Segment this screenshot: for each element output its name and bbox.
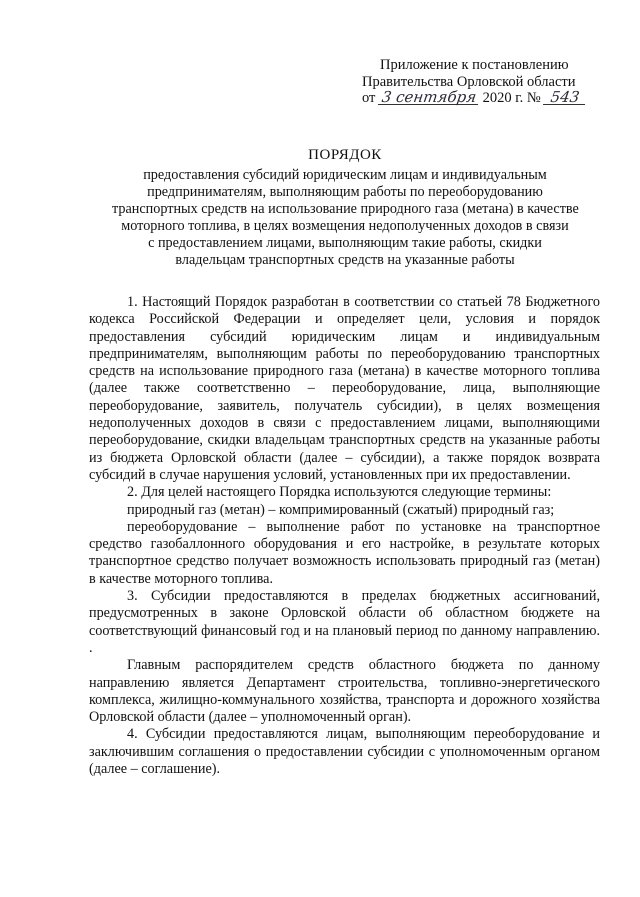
appendix-date-line <box>362 90 602 110</box>
subtitle-line: предпринимателям, выполняющим работы по переоборудованию <box>147 184 543 200</box>
date-prefix: от <box>362 90 376 106</box>
subtitle-line: моторного топлива, в целях возмещения недополученных доходов в связи <box>121 218 569 234</box>
appendix-line-2: Правительства Орловской области <box>362 73 576 90</box>
paragraph-1: 1. Настоящий Порядок разработан в соответствии со статьей 78 Бюджетного кодекса Российской Федерации и определяет цели, условия и порядок предоставления субсидий юридическим лицам и индивидуальным предпринимателям, выполняющим работы по переоборудованию транспортных средств на использование природного газа (метана) в качестве моторного топлива (далее также соответственно – переоборудование, лица, выполняющие переоборудование, заявитель, получатель субсидии), в целях возмещения недополученных доходов в связи с предоставлением лицами, выполняющими переоборудование, скидки владельцам транспортных средств на указанные работы из бюджета Орловской области (далее – субсидии), а также порядок возврата субсидий в случае нарушения условий, установленных при их предоставлении. <box>89 294 600 483</box>
appendix-line-1: Приложение к постановлению <box>380 57 569 73</box>
subtitle-line: предоставления субсидий юридическим лицам и индивидуальным <box>143 167 547 183</box>
paragraph-2: 2. Для целей настоящего Порядка используются следующие термины: <box>127 484 552 501</box>
subtitle-line: транспортных средств на использование природного газа (метана) в качестве <box>112 201 579 217</box>
handwritten-date: 3 сентября <box>378 90 480 105</box>
document-title: ПОРЯДОК <box>308 147 382 163</box>
document-body <box>89 294 600 778</box>
title-block <box>112 146 578 269</box>
paragraph-term-gas: природный газ (метан) – компримированный (сжатый) природный газ; <box>127 501 555 518</box>
subtitle-line: владельцам транспортных средств на указанные работы <box>175 252 515 268</box>
handwritten-number: 543 <box>543 90 587 105</box>
paragraph-main-administrator: Главным распорядителем средств областного бюджета по данному направлению является Департамент строительства, топливно-энергетического комплекса, жилищно-коммунального хозяйства, транспорта и дорожного хозяйства Орловской области (далее – уполномоченный орган). <box>89 657 600 726</box>
subtitle-line: с предоставлением лицами, выполняющим такие работы, скидки <box>148 235 542 251</box>
paragraph-3: 3. Субсидии предоставляются в пределах бюджетных ассигнований, предусмотренных в законе Орловской области об областном бюджете на соответствующий финансовый год и на плановый период по данному направлению. . <box>89 588 600 656</box>
document-subtitle <box>112 167 578 269</box>
year-text: 2020 г. № <box>482 90 541 106</box>
appendix-header <box>362 57 602 110</box>
paragraph-term-conversion: переоборудование – выполнение работ по установке на транспортное средство газобаллонного оборудования и его настройке, в результате которых транспортное средство получает возможность использовать природный газ (метан) в качестве моторного топлива. <box>89 518 600 587</box>
paragraph-4: 4. Субсидии предоставляются лицам, выполняющим переоборудование и заключившим соглашения о предоставлении субсидии с уполномоченным органом (далее – соглашение). <box>89 726 600 778</box>
